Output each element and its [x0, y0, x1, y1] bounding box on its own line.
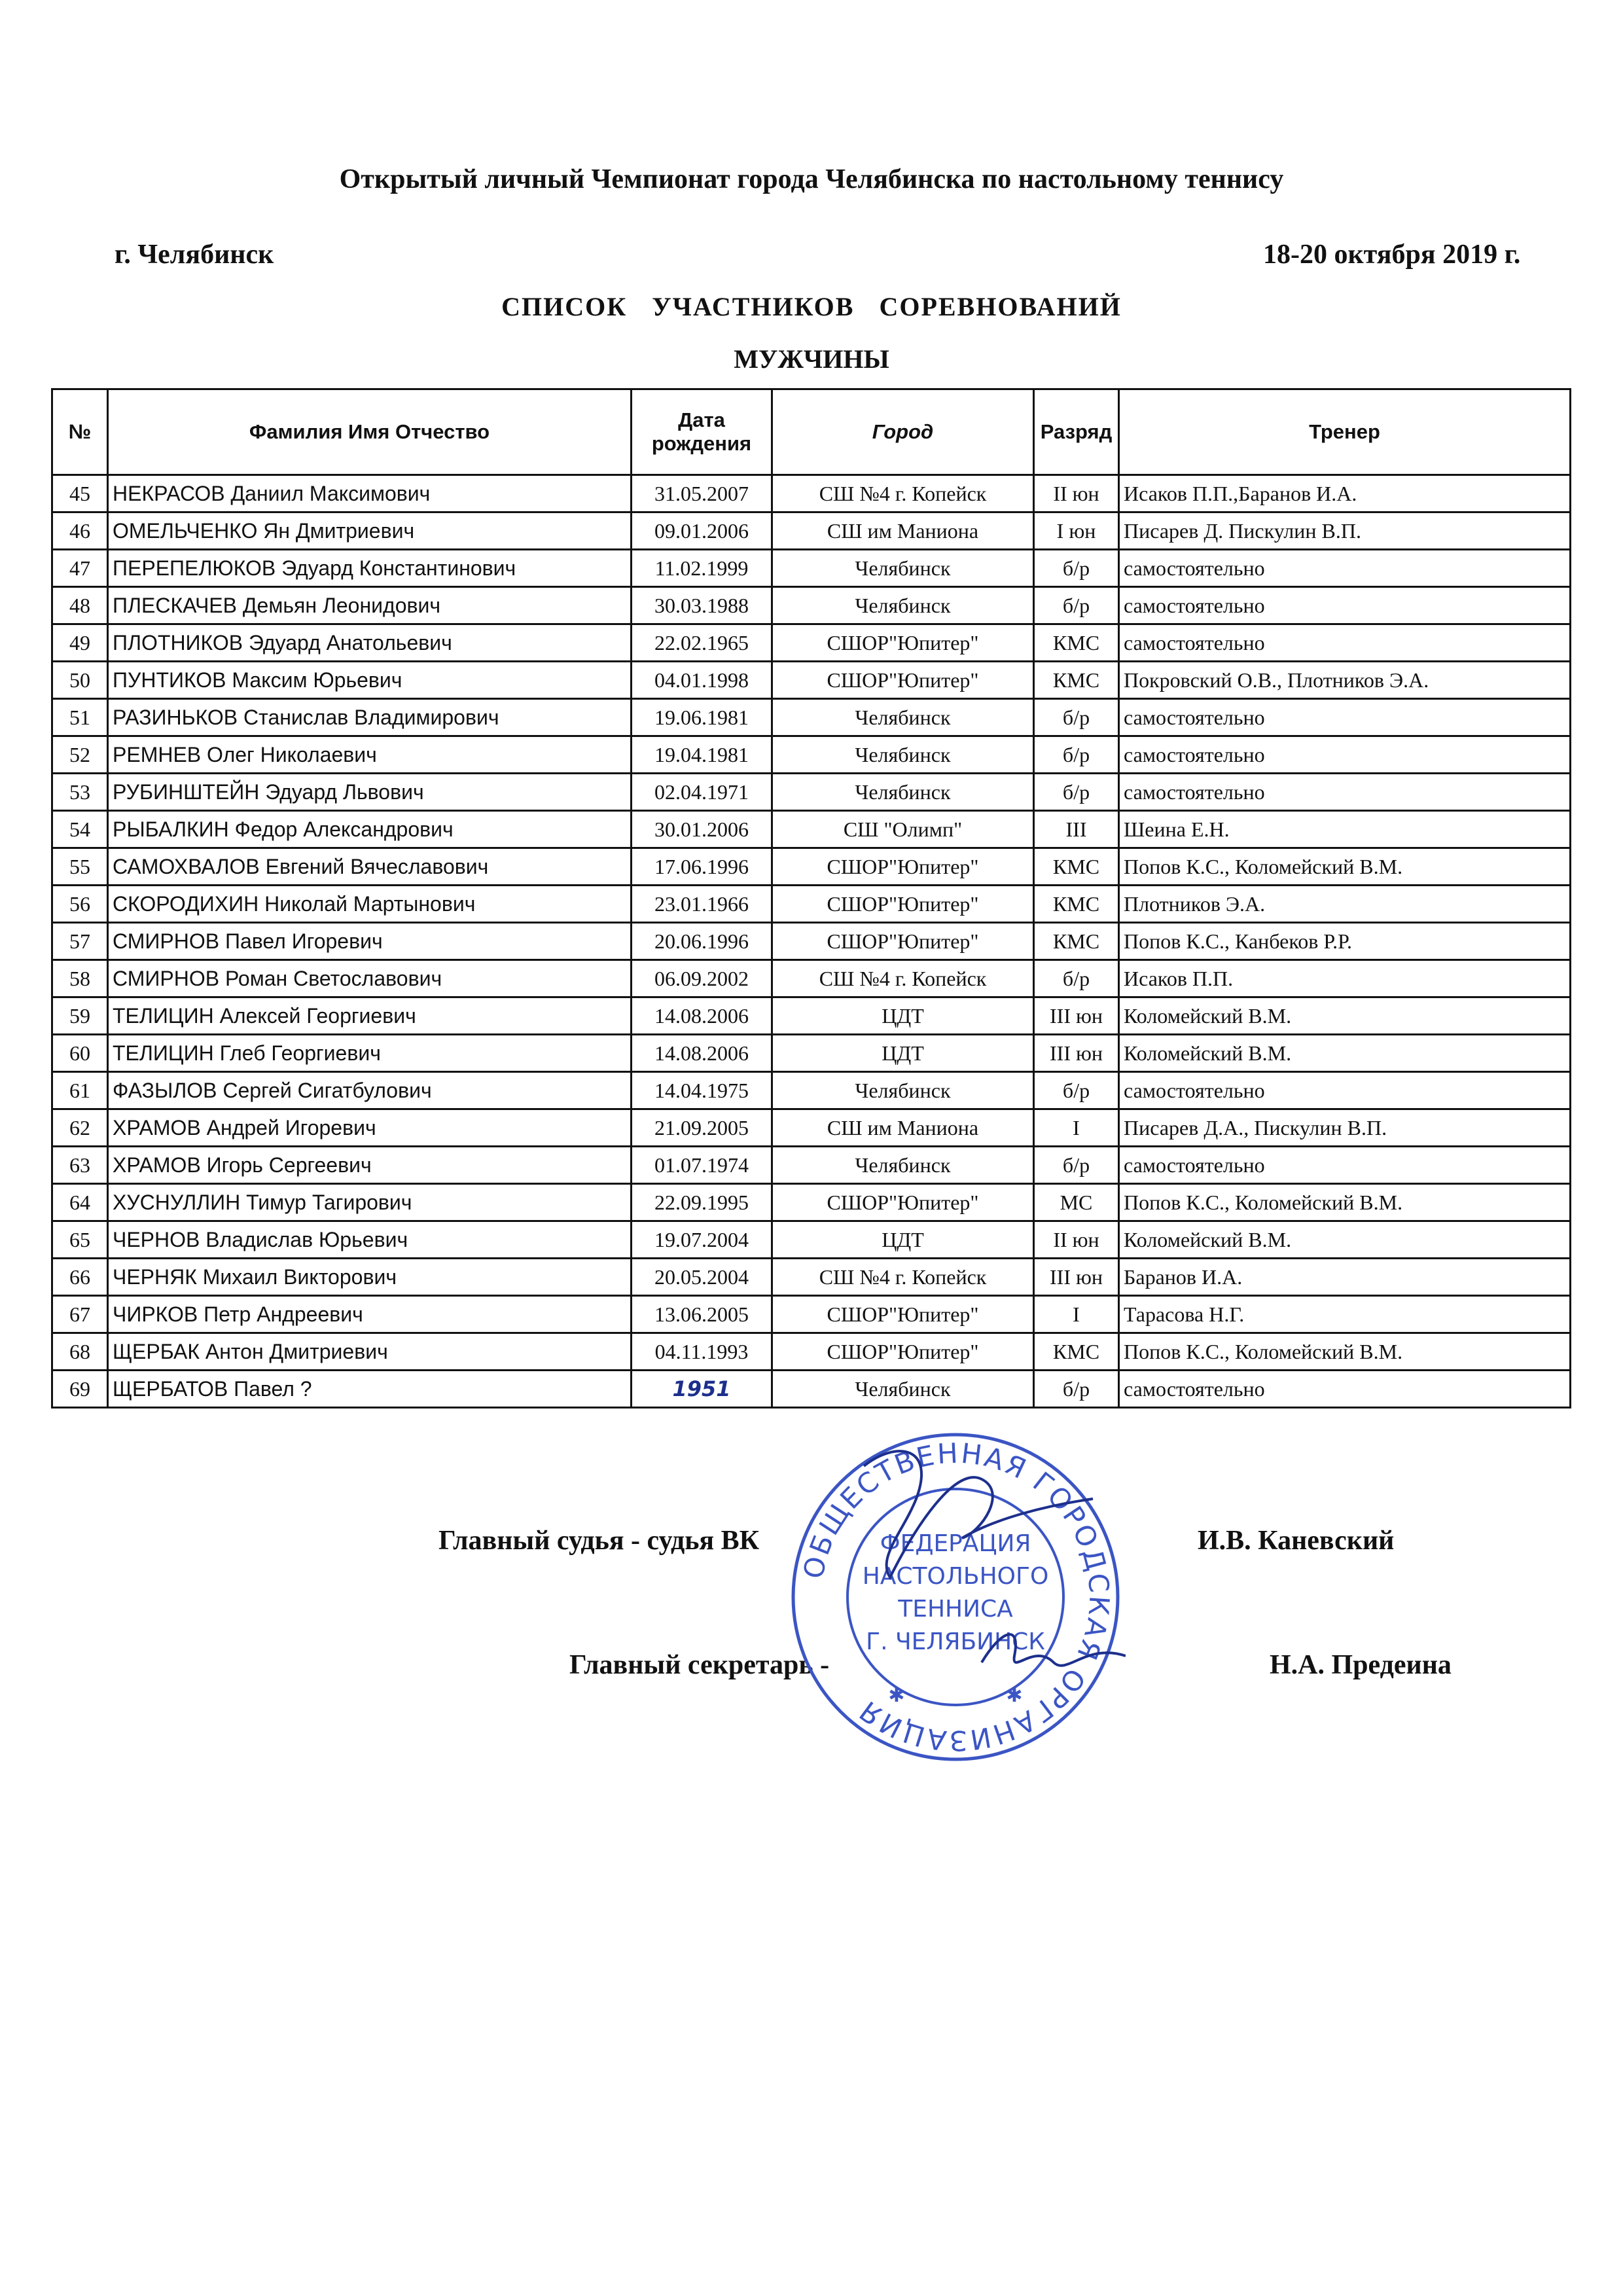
table-row	[52, 624, 1571, 662]
cell-birth: 04.11.1993	[632, 1333, 772, 1371]
table-row	[52, 1035, 1571, 1072]
cell-rank: б/р	[1034, 699, 1119, 736]
cell-city: СШОР"Юпитер"	[772, 848, 1034, 886]
cell-num: 47	[52, 550, 108, 587]
col-header-rank: Разряд	[1034, 389, 1119, 475]
cell-name: ТЕЛИЦИН Глеб Георгиевич	[108, 1035, 632, 1072]
cell-num: 45	[52, 475, 108, 512]
cell-city: СШОР"Юпитер"	[772, 624, 1034, 662]
cell-birth: 19.07.2004	[632, 1221, 772, 1259]
cell-num: 55	[52, 848, 108, 886]
cell-rank: III юн	[1034, 1259, 1119, 1296]
table-row	[52, 475, 1571, 512]
cell-name: РЫБАЛКИН Федор Александрович	[108, 811, 632, 848]
col-header-num: №	[52, 389, 108, 475]
cell-city: Челябинск	[772, 550, 1034, 587]
cell-name: ФАЗЫЛОВ Сергей Сигатбулович	[108, 1072, 632, 1109]
cell-num: 65	[52, 1221, 108, 1259]
cell-rank: МС	[1034, 1184, 1119, 1221]
cell-name: СМИРНОВ Павел Игоревич	[108, 923, 632, 960]
cell-name: СМИРНОВ Роман Светославович	[108, 960, 632, 997]
cell-num: 53	[52, 774, 108, 811]
cell-coach: Баранов И.А.	[1119, 1259, 1571, 1296]
cell-rank: III юн	[1034, 997, 1119, 1035]
cell-num: 63	[52, 1147, 108, 1184]
cell-city: СШ "Олимп"	[772, 811, 1034, 848]
cell-city: СШ №4 г. Копейск	[772, 1259, 1034, 1296]
cell-city: Челябинск	[772, 736, 1034, 774]
cell-birth: 02.04.1971	[632, 774, 772, 811]
table-row	[52, 774, 1571, 811]
table-row	[52, 587, 1571, 624]
cell-rank: КМС	[1034, 923, 1119, 960]
cell-birth: 06.09.2002	[632, 960, 772, 997]
cell-num: 59	[52, 997, 108, 1035]
cell-coach: самостоятельно	[1119, 699, 1571, 736]
cell-name: ЧЕРНЯК Михаил Викторович	[108, 1259, 632, 1296]
cell-birth: 19.06.1981	[632, 699, 772, 736]
table-row	[52, 1147, 1571, 1184]
cell-birth: 31.05.2007	[632, 475, 772, 512]
cell-rank: I	[1034, 1109, 1119, 1147]
cell-birth: 22.09.1995	[632, 1184, 772, 1221]
table-row	[52, 662, 1571, 699]
stamp-line2: НАСТОЛЬНОГО	[862, 1563, 1049, 1590]
cell-city: СШОР"Юпитер"	[772, 1296, 1034, 1333]
cell-city: СШОР"Юпитер"	[772, 1184, 1034, 1221]
cell-birth: 22.02.1965	[632, 624, 772, 662]
cell-name: ПЕРЕПЕЛЮКОВ Эдуард Константинович	[108, 550, 632, 587]
table-row	[52, 512, 1571, 550]
cell-num: 62	[52, 1109, 108, 1147]
stamp-star-right: ✱	[1006, 1685, 1023, 1706]
table-row	[52, 550, 1571, 587]
cell-rank: б/р	[1034, 587, 1119, 624]
cell-city: Челябинск	[772, 587, 1034, 624]
table-row	[52, 1371, 1571, 1408]
cell-name: ХУСНУЛЛИН Тимур Тагирович	[108, 1184, 632, 1221]
cell-name: ХРАМОВ Игорь Сергеевич	[108, 1147, 632, 1184]
cell-num: 67	[52, 1296, 108, 1333]
cell-name: ПЛЕСКАЧЕВ Демьян Леонидович	[108, 587, 632, 624]
cell-city: СШ №4 г. Копейск	[772, 960, 1034, 997]
table-row	[52, 736, 1571, 774]
cell-num: 60	[52, 1035, 108, 1072]
cell-num: 48	[52, 587, 108, 624]
cell-birth: 21.09.2005	[632, 1109, 772, 1147]
cell-coach: Коломейский В.М.	[1119, 997, 1571, 1035]
document-title: Открытый личный Чемпионат города Челябинска по настольному теннису	[339, 164, 1284, 194]
cell-num: 64	[52, 1184, 108, 1221]
table-header-row	[52, 389, 1571, 475]
table-row	[52, 1072, 1571, 1109]
cell-rank: б/р	[1034, 1072, 1119, 1109]
cell-birth: 14.08.2006	[632, 1035, 772, 1072]
cell-num: 69	[52, 1371, 108, 1408]
cell-coach: самостоятельно	[1119, 587, 1571, 624]
col-header-birth	[632, 389, 772, 475]
cell-rank: III юн	[1034, 1035, 1119, 1072]
cell-coach: Попов К.С., Канбеков Р.Р.	[1119, 923, 1571, 960]
cell-coach: Тарасова Н.Г.	[1119, 1296, 1571, 1333]
table-row	[52, 1296, 1571, 1333]
cell-coach: Шеина Е.Н.	[1119, 811, 1571, 848]
cell-coach: самостоятельно	[1119, 550, 1571, 587]
cell-birth: 13.06.2005	[632, 1296, 772, 1333]
cell-city: СШ им Маниона	[772, 1109, 1034, 1147]
cell-rank: б/р	[1034, 960, 1119, 997]
stamp-ring-textpath: ОБЩЕСТВЕННАЯ ГОРОДСКАЯ ОРГАНИЗАЦИЯ	[796, 1437, 1116, 1757]
cell-birth: 11.02.1999	[632, 550, 772, 587]
cell-city: СШ им Маниона	[772, 512, 1034, 550]
cell-rank: б/р	[1034, 1147, 1119, 1184]
cell-birth: 20.05.2004	[632, 1259, 772, 1296]
cell-rank: КМС	[1034, 886, 1119, 923]
cell-birth: 30.01.2006	[632, 811, 772, 848]
secretary-label: Главный секретарь -	[569, 1650, 830, 1680]
cell-name: ЧИРКОВ Петр Андреевич	[108, 1296, 632, 1333]
cell-birth: 30.03.1988	[632, 587, 772, 624]
cell-city: СШОР"Юпитер"	[772, 886, 1034, 923]
cell-coach: самостоятельно	[1119, 774, 1571, 811]
cell-coach: самостоятельно	[1119, 736, 1571, 774]
cell-rank: II юн	[1034, 475, 1119, 512]
cell-city: СШ №4 г. Копейск	[772, 475, 1034, 512]
table-row	[52, 699, 1571, 736]
cell-name: ПУНТИКОВ Максим Юрьевич	[108, 662, 632, 699]
table-row	[52, 1333, 1571, 1371]
table-row	[52, 811, 1571, 848]
table-row	[52, 848, 1571, 886]
cell-num: 54	[52, 811, 108, 848]
cell-city: Челябинск	[772, 1072, 1034, 1109]
participants-table	[51, 388, 1571, 1408]
cell-name: РЕМНЕВ Олег Николаевич	[108, 736, 632, 774]
cell-name: ПЛОТНИКОВ Эдуард Анатольевич	[108, 624, 632, 662]
cell-coach: Попов К.С., Коломейский В.М.	[1119, 1333, 1571, 1371]
stamp-star-left: ✱	[888, 1685, 905, 1706]
cell-num: 66	[52, 1259, 108, 1296]
stamp-line1: ФЕДЕРАЦИЯ	[880, 1530, 1031, 1557]
table-row	[52, 886, 1571, 923]
cell-city: СШОР"Юпитер"	[772, 923, 1034, 960]
table-row	[52, 960, 1571, 997]
cell-rank: б/р	[1034, 550, 1119, 587]
cell-rank: II юн	[1034, 1221, 1119, 1259]
cell-birth: 20.06.1996	[632, 923, 772, 960]
cell-coach: Исаков П.П.,Баранов И.А.	[1119, 475, 1571, 512]
cell-name: РУБИНШТЕЙН Эдуард Львович	[108, 774, 632, 811]
chief-judge-name: И.В. Каневский	[1198, 1526, 1395, 1556]
cell-city: Челябинск	[772, 699, 1034, 736]
cell-name: ОМЕЛЬЧЕНКО Ян Дмитриевич	[108, 512, 632, 550]
cell-rank: КМС	[1034, 1333, 1119, 1371]
cell-birth: 1951	[632, 1371, 772, 1408]
cell-birth: 09.01.2006	[632, 512, 772, 550]
table-row	[52, 923, 1571, 960]
col-header-coach: Тренер	[1119, 389, 1571, 475]
cell-num: 52	[52, 736, 108, 774]
cell-num: 56	[52, 886, 108, 923]
cell-name: НЕКРАСОВ Даниил Максимович	[108, 475, 632, 512]
cell-num: 57	[52, 923, 108, 960]
cell-num: 61	[52, 1072, 108, 1109]
cell-birth: 17.06.1996	[632, 848, 772, 886]
cell-coach: Писарев Д.А., Пискулин В.П.	[1119, 1109, 1571, 1147]
cell-name: САМОХВАЛОВ Евгений Вячеславович	[108, 848, 632, 886]
cell-birth: 23.01.1966	[632, 886, 772, 923]
col-header-name: Фамилия Имя Отчество	[108, 389, 632, 475]
col-header-birth-label: Дата рождения	[651, 408, 752, 455]
cell-name: ЩЕРБАК Антон Дмитриевич	[108, 1333, 632, 1371]
stamp-line3: ТЕННИСА	[898, 1596, 1013, 1623]
category-title: МУЖЧИНЫ	[734, 344, 889, 374]
cell-birth: 14.04.1975	[632, 1072, 772, 1109]
event-dates: 18-20 октября 2019 г.	[1263, 240, 1521, 270]
table-row	[52, 1221, 1571, 1259]
cell-rank: КМС	[1034, 848, 1119, 886]
cell-city: ЦДТ	[772, 997, 1034, 1035]
cell-rank: КМС	[1034, 662, 1119, 699]
cell-rank: КМС	[1034, 624, 1119, 662]
cell-name: ЧЕРНОВ Владислав Юрьевич	[108, 1221, 632, 1259]
cell-num: 68	[52, 1333, 108, 1371]
cell-rank: б/р	[1034, 736, 1119, 774]
stamp-line4: Г. ЧЕЛЯБИНСК	[866, 1628, 1045, 1655]
organization-stamp	[785, 1427, 1126, 1767]
cell-name: СКОРОДИХИН Николай Мартынович	[108, 886, 632, 923]
table-row	[52, 1109, 1571, 1147]
cell-coach: самостоятельно	[1119, 1371, 1571, 1408]
cell-rank: I юн	[1034, 512, 1119, 550]
cell-coach: Коломейский В.М.	[1119, 1035, 1571, 1072]
cell-city: Челябинск	[772, 1371, 1034, 1408]
cell-coach: самостоятельно	[1119, 1072, 1571, 1109]
cell-num: 46	[52, 512, 108, 550]
secretary-name: Н.А. Предеина	[1270, 1650, 1452, 1680]
chief-judge-label: Главный судья - судья ВК	[438, 1526, 760, 1556]
event-city: г. Челябинск	[115, 240, 274, 270]
cell-num: 51	[52, 699, 108, 736]
cell-coach: Исаков П.П.	[1119, 960, 1571, 997]
cell-birth: 04.01.1998	[632, 662, 772, 699]
cell-coach: Покровский О.В., Плотников Э.А.	[1119, 662, 1571, 699]
cell-rank: б/р	[1034, 1371, 1119, 1408]
list-title: СПИСОК УЧАСТНИКОВ СОРЕВНОВАНИЙ	[501, 292, 1122, 321]
cell-city: Челябинск	[772, 1147, 1034, 1184]
col-header-city: Город	[772, 389, 1034, 475]
cell-coach: Попов К.С., Коломейский В.М.	[1119, 1184, 1571, 1221]
cell-city: ЦДТ	[772, 1221, 1034, 1259]
cell-coach: Коломейский В.М.	[1119, 1221, 1571, 1259]
cell-birth: 14.08.2006	[632, 997, 772, 1035]
cell-rank: б/р	[1034, 774, 1119, 811]
cell-city: Челябинск	[772, 774, 1034, 811]
cell-num: 49	[52, 624, 108, 662]
cell-rank: III	[1034, 811, 1119, 848]
cell-num: 50	[52, 662, 108, 699]
cell-city: СШОР"Юпитер"	[772, 1333, 1034, 1371]
cell-coach: Попов К.С., Коломейский В.М.	[1119, 848, 1571, 886]
cell-coach: Плотников Э.А.	[1119, 886, 1571, 923]
cell-birth: 01.07.1974	[632, 1147, 772, 1184]
table-row	[52, 997, 1571, 1035]
cell-coach: самостоятельно	[1119, 624, 1571, 662]
cell-city: ЦДТ	[772, 1035, 1034, 1072]
cell-rank: I	[1034, 1296, 1119, 1333]
cell-name: ТЕЛИЦИН Алексей Георгиевич	[108, 997, 632, 1035]
table-row	[52, 1184, 1571, 1221]
cell-city: СШОР"Юпитер"	[772, 662, 1034, 699]
cell-coach: Писарев Д. Пискулин В.П.	[1119, 512, 1571, 550]
cell-num: 58	[52, 960, 108, 997]
table-row	[52, 1259, 1571, 1296]
cell-name: ХРАМОВ Андрей Игоревич	[108, 1109, 632, 1147]
cell-coach: самостоятельно	[1119, 1147, 1571, 1184]
cell-birth: 19.04.1981	[632, 736, 772, 774]
cell-name: ЩЕРБАТОВ Павел ?	[108, 1371, 632, 1408]
cell-name: РАЗИНЬКОВ Станислав Владимирович	[108, 699, 632, 736]
